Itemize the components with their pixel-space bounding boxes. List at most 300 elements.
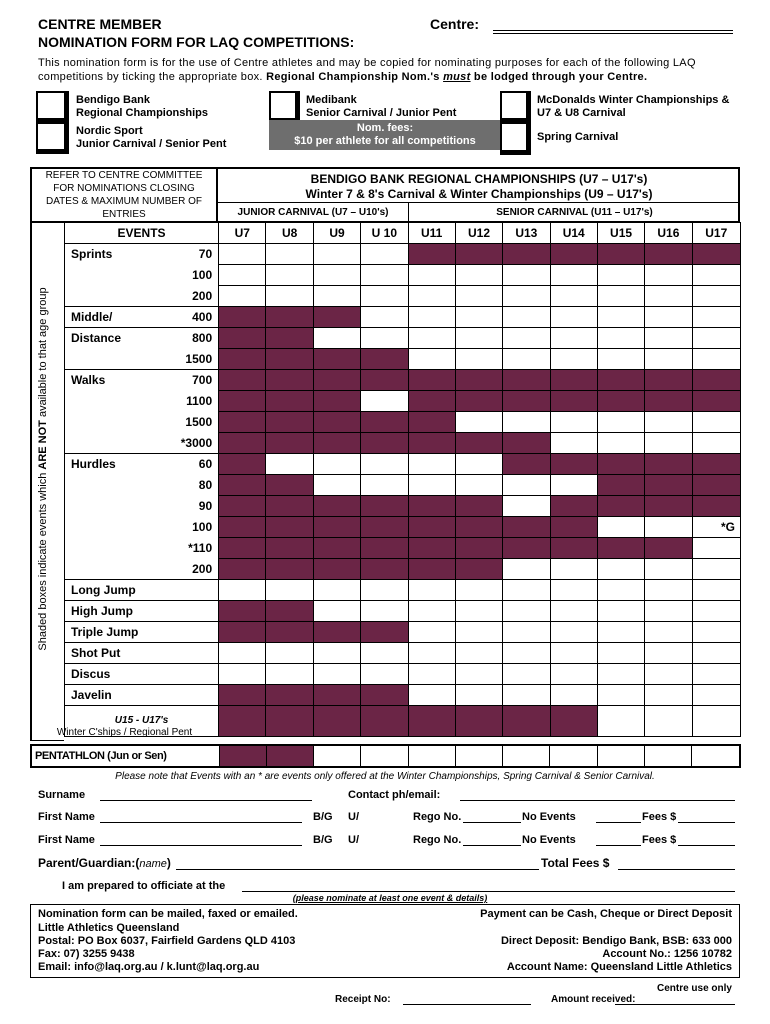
nomination-cell[interactable] bbox=[408, 622, 455, 643]
nomination-cell[interactable] bbox=[266, 265, 313, 286]
shaded-cell bbox=[266, 706, 313, 737]
event-label bbox=[65, 643, 219, 664]
age-header: U11 bbox=[408, 223, 455, 244]
nomination-cell[interactable] bbox=[455, 265, 502, 286]
receipt-label: Receipt No: bbox=[335, 994, 391, 1005]
event-label bbox=[65, 580, 219, 601]
nomination-cell[interactable] bbox=[597, 580, 644, 601]
nomination-cell[interactable] bbox=[645, 412, 692, 433]
shaded-cell bbox=[597, 244, 644, 265]
amount-input[interactable] bbox=[615, 1004, 735, 1005]
nomination-cell[interactable] bbox=[550, 580, 597, 601]
nomination-cell[interactable] bbox=[550, 265, 597, 286]
nomination-cell[interactable] bbox=[455, 580, 502, 601]
nomination-cell[interactable] bbox=[503, 349, 550, 370]
nomination-cell[interactable] bbox=[550, 412, 597, 433]
shaded-cell bbox=[266, 475, 313, 496]
nomination-cell[interactable] bbox=[503, 286, 550, 307]
nomination-cell[interactable] bbox=[455, 745, 502, 767]
nomination-cell[interactable] bbox=[692, 433, 740, 454]
nomination-cell[interactable]: *G bbox=[692, 517, 740, 538]
pentathlon-row bbox=[31, 745, 740, 767]
nomination-cell[interactable] bbox=[219, 265, 266, 286]
nomination-cell[interactable] bbox=[692, 685, 740, 706]
nomination-cell[interactable] bbox=[313, 475, 360, 496]
nomination-cell[interactable] bbox=[266, 664, 313, 685]
event-distance: 1100 bbox=[186, 393, 213, 408]
fees-input-1[interactable] bbox=[678, 822, 735, 823]
shaded-cell bbox=[361, 517, 408, 538]
table-row bbox=[65, 433, 741, 454]
event-distance: 400 bbox=[192, 310, 213, 324]
shaded-cell bbox=[645, 475, 692, 496]
nomination-cell[interactable] bbox=[645, 349, 692, 370]
event-distance: 60 bbox=[198, 457, 213, 471]
fees-label-2: Fees $ bbox=[642, 834, 677, 846]
shaded-cell bbox=[219, 370, 266, 391]
nomination-cell[interactable] bbox=[408, 601, 455, 622]
nomination-cell[interactable] bbox=[692, 559, 740, 580]
event-name: Discus bbox=[71, 667, 111, 681]
comp-regional-championships: Bendigo Bank Regional Championships bbox=[76, 94, 209, 119]
nomination-cell[interactable] bbox=[645, 517, 692, 538]
table-row bbox=[65, 370, 741, 391]
footer-payment: Payment can be Cash, Cheque or Direct Deposit bbox=[480, 908, 732, 920]
table-row bbox=[65, 328, 741, 349]
nomination-cell[interactable] bbox=[503, 664, 550, 685]
receipt-input[interactable] bbox=[403, 1004, 531, 1005]
nomination-cell[interactable] bbox=[503, 559, 550, 580]
nomination-cell[interactable] bbox=[550, 664, 597, 685]
nomination-cell[interactable] bbox=[408, 643, 455, 664]
event-label bbox=[65, 286, 219, 307]
event-name: High Jump bbox=[71, 604, 133, 618]
shaded-cell bbox=[361, 559, 408, 580]
pentathlon-grid bbox=[30, 744, 741, 768]
nomination-cell[interactable] bbox=[219, 286, 266, 307]
shaded-cell bbox=[408, 517, 455, 538]
nomination-cell[interactable] bbox=[266, 244, 313, 265]
centre-input[interactable] bbox=[493, 30, 733, 31]
nomination-cell[interactable] bbox=[645, 559, 692, 580]
shaded-cell bbox=[361, 412, 408, 433]
first-name-input-1[interactable] bbox=[100, 822, 302, 823]
shaded-cell bbox=[219, 328, 266, 349]
fees-label-1: Fees $ bbox=[642, 811, 677, 823]
shaded-cell bbox=[361, 349, 408, 370]
nomination-cell[interactable] bbox=[219, 244, 266, 265]
shaded-cell bbox=[266, 685, 313, 706]
shaded-cell bbox=[408, 370, 455, 391]
fees-banner: Nom. fees: $10 per athlete for all competitions bbox=[269, 120, 501, 150]
shaded-cell bbox=[266, 622, 313, 643]
nomination-cell[interactable] bbox=[455, 328, 502, 349]
centre-use-only: Centre use only bbox=[656, 983, 732, 994]
nomination-cell[interactable] bbox=[644, 745, 691, 767]
nomination-cell[interactable] bbox=[692, 286, 740, 307]
shaded-cell bbox=[361, 706, 408, 737]
event-name: Javelin bbox=[71, 688, 112, 702]
checkbox-senior-carnival[interactable] bbox=[269, 91, 300, 123]
shaded-cell bbox=[219, 745, 266, 767]
event-distance: 100 bbox=[192, 267, 213, 282]
nomination-cell[interactable] bbox=[361, 475, 408, 496]
nomination-cell[interactable] bbox=[692, 622, 740, 643]
table-row bbox=[65, 475, 741, 496]
age-header: U17 bbox=[692, 223, 740, 244]
shaded-cell bbox=[219, 349, 266, 370]
footer-account-no: Account No.: 1256 10782 bbox=[602, 948, 732, 960]
shaded-cell bbox=[313, 349, 360, 370]
shaded-cell bbox=[645, 370, 692, 391]
nomination-cell[interactable] bbox=[408, 685, 455, 706]
nomination-cell[interactable] bbox=[455, 643, 502, 664]
shaded-cell bbox=[550, 454, 597, 475]
nomination-cell[interactable] bbox=[219, 580, 266, 601]
nomination-cell[interactable] bbox=[550, 349, 597, 370]
shaded-cell bbox=[503, 538, 550, 559]
nomination-cell[interactable] bbox=[550, 559, 597, 580]
nomination-cell[interactable] bbox=[408, 265, 455, 286]
nomination-cell[interactable] bbox=[503, 496, 550, 517]
event-distance: 100 bbox=[192, 519, 213, 534]
nomination-cell[interactable] bbox=[503, 685, 550, 706]
nomination-cell[interactable] bbox=[597, 307, 644, 328]
nomination-cell[interactable] bbox=[645, 706, 692, 737]
shaded-cell bbox=[361, 370, 408, 391]
shaded-cell bbox=[313, 685, 360, 706]
nomination-cell[interactable] bbox=[266, 643, 313, 664]
event-distance: *110 bbox=[188, 540, 213, 555]
nomination-cell[interactable] bbox=[503, 328, 550, 349]
checkbox-regional-championships[interactable] bbox=[36, 91, 69, 123]
shaded-cell bbox=[692, 391, 740, 412]
nomination-cell[interactable] bbox=[455, 286, 502, 307]
nomination-cell[interactable] bbox=[408, 328, 455, 349]
nomination-cell[interactable] bbox=[692, 664, 740, 685]
officiate-input[interactable] bbox=[242, 891, 735, 892]
shaded-cell bbox=[266, 433, 313, 454]
checkbox-junior-carnival[interactable] bbox=[36, 122, 69, 154]
nomination-cell[interactable] bbox=[550, 601, 597, 622]
nomination-cell[interactable] bbox=[361, 328, 408, 349]
first-name-label-2: First Name bbox=[38, 834, 95, 846]
table-row bbox=[65, 580, 741, 601]
parent-label: Parent/Guardian:(name) bbox=[38, 856, 171, 870]
nomination-cell[interactable] bbox=[550, 328, 597, 349]
rego-input-2[interactable] bbox=[463, 845, 521, 846]
rego-label-1: Rego No. bbox=[413, 811, 462, 823]
age-header-row bbox=[65, 223, 741, 244]
nomination-cell[interactable] bbox=[313, 265, 360, 286]
nomination-cell[interactable] bbox=[645, 265, 692, 286]
nomination-cell[interactable] bbox=[455, 685, 502, 706]
bg-label-1[interactable]: B/G bbox=[313, 811, 333, 823]
nomination-cell[interactable] bbox=[503, 307, 550, 328]
senior-carnival-label: SENIOR CARNIVAL (U11 – U17's) bbox=[496, 207, 653, 218]
nomination-cell[interactable] bbox=[408, 475, 455, 496]
u-label-1[interactable]: U/ bbox=[348, 811, 359, 823]
nomination-cell[interactable] bbox=[361, 664, 408, 685]
shaded-cell bbox=[266, 349, 313, 370]
shaded-cell bbox=[692, 475, 740, 496]
nomination-cell[interactable] bbox=[645, 580, 692, 601]
nomination-cell[interactable] bbox=[645, 601, 692, 622]
shaded-cell bbox=[455, 244, 502, 265]
shaded-cell bbox=[219, 454, 266, 475]
total-fees-input[interactable] bbox=[618, 869, 735, 870]
shaded-cell bbox=[503, 517, 550, 538]
contact-input[interactable] bbox=[460, 800, 735, 801]
nomination-cell[interactable] bbox=[692, 307, 740, 328]
nomination-cell[interactable] bbox=[597, 706, 644, 737]
nomination-cell[interactable] bbox=[361, 454, 408, 475]
checkbox-winter-championships[interactable] bbox=[500, 91, 531, 123]
nomination-cell[interactable] bbox=[361, 643, 408, 664]
nomination-cell[interactable] bbox=[313, 580, 360, 601]
shaded-cell bbox=[313, 391, 360, 412]
nomination-cell[interactable] bbox=[313, 244, 360, 265]
nomination-cell[interactable] bbox=[313, 601, 360, 622]
nomination-cell[interactable] bbox=[597, 412, 644, 433]
nomination-cell[interactable] bbox=[455, 622, 502, 643]
event-name: Middle/ bbox=[71, 310, 113, 324]
bg-label-2[interactable]: B/G bbox=[313, 834, 333, 846]
shaded-cell bbox=[266, 517, 313, 538]
age-header: U12 bbox=[455, 223, 502, 244]
event-name bbox=[65, 541, 71, 555]
nomination-cell[interactable] bbox=[550, 433, 597, 454]
nomination-cell[interactable] bbox=[597, 643, 644, 664]
event-name bbox=[65, 289, 71, 303]
surname-input[interactable] bbox=[100, 800, 312, 801]
nomination-cell[interactable] bbox=[550, 286, 597, 307]
footer-fax: Fax: 07) 3255 9438 bbox=[38, 948, 135, 960]
nomination-cell[interactable] bbox=[314, 745, 361, 767]
nomination-cell[interactable] bbox=[550, 622, 597, 643]
event-label bbox=[65, 433, 219, 454]
nomination-cell[interactable] bbox=[645, 622, 692, 643]
nomination-cell[interactable] bbox=[313, 328, 360, 349]
table-row bbox=[65, 412, 741, 433]
nomination-cell[interactable] bbox=[597, 433, 644, 454]
shaded-cell bbox=[408, 706, 455, 737]
nomination-cell[interactable] bbox=[645, 664, 692, 685]
footer-postal: Postal: PO Box 6037, Fairfield Gardens QLD 4103 bbox=[38, 935, 296, 947]
nomination-cell[interactable] bbox=[597, 265, 644, 286]
nomination-cell[interactable] bbox=[692, 265, 740, 286]
shaded-cell bbox=[219, 496, 266, 517]
nomination-cell[interactable] bbox=[455, 601, 502, 622]
nomination-cell[interactable] bbox=[597, 328, 644, 349]
intro-line-1: This nomination form is for the use of Centre athletes and may be copied for nominating purposes for each of the following LAQ bbox=[38, 57, 696, 69]
footer-account-name: Account Name: Queensland Little Athletics bbox=[506, 961, 732, 973]
nomination-cell[interactable] bbox=[408, 745, 455, 767]
event-distance: 1500 bbox=[185, 414, 213, 429]
shaded-cell bbox=[219, 517, 266, 538]
title-line-1: CENTRE MEMBER bbox=[38, 16, 162, 32]
nomination-cell[interactable] bbox=[408, 349, 455, 370]
nomination-cell[interactable] bbox=[408, 580, 455, 601]
nomination-cell[interactable] bbox=[361, 601, 408, 622]
nomination-cell[interactable] bbox=[361, 745, 408, 767]
shaded-cell bbox=[597, 370, 644, 391]
shaded-cell bbox=[550, 244, 597, 265]
event-label bbox=[65, 391, 219, 412]
first-name-input-2[interactable] bbox=[100, 845, 302, 846]
nomination-cell[interactable] bbox=[313, 643, 360, 664]
nomination-cell[interactable] bbox=[455, 475, 502, 496]
nomination-cell[interactable] bbox=[503, 745, 550, 767]
shaded-cell bbox=[361, 685, 408, 706]
shaded-cell bbox=[550, 370, 597, 391]
nomination-cell[interactable] bbox=[597, 685, 644, 706]
nomination-cell[interactable] bbox=[408, 454, 455, 475]
footer-org: Little Athletics Queensland bbox=[38, 922, 180, 934]
nomination-cell[interactable] bbox=[455, 664, 502, 685]
nomination-cell[interactable] bbox=[408, 307, 455, 328]
nomination-cell[interactable] bbox=[550, 745, 597, 767]
checkbox-spring-carnival[interactable] bbox=[500, 122, 531, 155]
nomination-cell[interactable] bbox=[597, 745, 644, 767]
nomination-cell[interactable] bbox=[597, 664, 644, 685]
nomination-cell[interactable] bbox=[361, 391, 408, 412]
nomination-cell[interactable] bbox=[503, 643, 550, 664]
nomination-cell[interactable] bbox=[361, 580, 408, 601]
u15-row bbox=[65, 706, 741, 737]
shaded-cell bbox=[597, 496, 644, 517]
nomination-cell[interactable] bbox=[645, 286, 692, 307]
age-header: U16 bbox=[645, 223, 692, 244]
age-header: U15 bbox=[597, 223, 644, 244]
nomination-cell[interactable] bbox=[645, 643, 692, 664]
nomination-cell[interactable] bbox=[361, 286, 408, 307]
shaded-cell bbox=[597, 391, 644, 412]
nomination-cell[interactable] bbox=[266, 454, 313, 475]
nomination-cell[interactable] bbox=[503, 580, 550, 601]
shaded-cell bbox=[550, 517, 597, 538]
nomination-cell[interactable] bbox=[645, 433, 692, 454]
nomination-cell[interactable] bbox=[408, 664, 455, 685]
shaded-cell bbox=[503, 706, 550, 737]
nomination-cell[interactable] bbox=[597, 559, 644, 580]
event-name: Long Jump bbox=[71, 583, 136, 597]
nomination-cell[interactable] bbox=[692, 643, 740, 664]
nomination-cell[interactable] bbox=[455, 307, 502, 328]
nomination-cell[interactable] bbox=[692, 745, 740, 767]
u-label-2[interactable]: U/ bbox=[348, 834, 359, 846]
nomination-cell[interactable] bbox=[266, 580, 313, 601]
nomination-cell[interactable] bbox=[503, 475, 550, 496]
nomination-cell[interactable] bbox=[219, 664, 266, 685]
age-header: U14 bbox=[550, 223, 597, 244]
no-events-input-1[interactable] bbox=[596, 822, 641, 823]
nomination-cell[interactable] bbox=[455, 349, 502, 370]
shaded-cell bbox=[503, 244, 550, 265]
nomination-cell[interactable] bbox=[692, 538, 740, 559]
event-name bbox=[65, 499, 71, 513]
shaded-cell bbox=[503, 433, 550, 454]
nomination-cell[interactable] bbox=[455, 412, 502, 433]
nomination-cell[interactable] bbox=[503, 412, 550, 433]
nomination-cell[interactable] bbox=[692, 328, 740, 349]
nomination-cell[interactable] bbox=[597, 601, 644, 622]
contact-label: Contact ph/email: bbox=[348, 789, 441, 801]
title-line-2: NOMINATION FORM FOR LAQ COMPETITIONS: bbox=[38, 34, 355, 50]
nomination-cell[interactable] bbox=[597, 622, 644, 643]
shaded-cell bbox=[266, 307, 313, 328]
nomination-cell[interactable] bbox=[645, 685, 692, 706]
shaded-cell bbox=[408, 559, 455, 580]
nomination-cell[interactable] bbox=[550, 643, 597, 664]
nomination-cell[interactable] bbox=[550, 685, 597, 706]
centre-label: Centre: bbox=[430, 16, 480, 32]
nomination-cell[interactable] bbox=[313, 664, 360, 685]
nomination-cell[interactable] bbox=[361, 307, 408, 328]
shaded-cell bbox=[408, 538, 455, 559]
nomination-cell[interactable] bbox=[503, 265, 550, 286]
nomination-cell[interactable] bbox=[219, 643, 266, 664]
shaded-cell bbox=[692, 244, 740, 265]
nomination-cell[interactable] bbox=[361, 244, 408, 265]
nomination-cell[interactable] bbox=[597, 286, 644, 307]
nomination-cell[interactable] bbox=[503, 601, 550, 622]
event-label bbox=[65, 496, 219, 517]
nomination-cell[interactable] bbox=[266, 286, 313, 307]
nomination-cell[interactable] bbox=[597, 349, 644, 370]
event-name: Sprints bbox=[71, 247, 113, 262]
nomination-cell[interactable] bbox=[692, 601, 740, 622]
nomination-cell[interactable] bbox=[692, 349, 740, 370]
shaded-cell bbox=[692, 454, 740, 475]
nomination-cell[interactable] bbox=[692, 706, 740, 737]
nomination-cell[interactable] bbox=[597, 517, 644, 538]
event-distance: 80 bbox=[198, 477, 213, 492]
event-label bbox=[65, 349, 219, 370]
nomination-cell[interactable] bbox=[408, 286, 455, 307]
table-row bbox=[65, 454, 741, 475]
rego-input-1[interactable] bbox=[463, 822, 521, 823]
shaded-cell bbox=[455, 391, 502, 412]
shaded-cell bbox=[361, 538, 408, 559]
champ-title-2: Winter 7 & 8's Carnival & Winter Championships (U9 – U17's) bbox=[305, 187, 653, 201]
shaded-cell bbox=[219, 706, 266, 737]
parent-input[interactable] bbox=[176, 869, 539, 870]
u15-line-1: U15 - U17's bbox=[114, 715, 169, 726]
nomination-cell[interactable] bbox=[455, 454, 502, 475]
nomination-cell[interactable] bbox=[692, 412, 740, 433]
nomination-cell[interactable] bbox=[645, 328, 692, 349]
shaded-cell bbox=[219, 559, 266, 580]
shaded-cell bbox=[266, 496, 313, 517]
table-row bbox=[65, 496, 741, 517]
fees-input-2[interactable] bbox=[678, 845, 735, 846]
age-header: U 10 bbox=[361, 223, 408, 244]
nomination-cell[interactable] bbox=[645, 307, 692, 328]
nomination-cell[interactable] bbox=[361, 265, 408, 286]
nomination-cell[interactable] bbox=[313, 454, 360, 475]
shaded-cell bbox=[219, 412, 266, 433]
nomination-cell[interactable] bbox=[313, 286, 360, 307]
nomination-cell[interactable] bbox=[692, 580, 740, 601]
nomination-cell[interactable] bbox=[550, 475, 597, 496]
nomination-cell[interactable] bbox=[550, 307, 597, 328]
total-fees-label: Total Fees $ bbox=[541, 856, 610, 870]
shaded-cell bbox=[219, 601, 266, 622]
nomination-cell[interactable] bbox=[503, 622, 550, 643]
no-events-input-2[interactable] bbox=[596, 845, 641, 846]
event-label bbox=[65, 559, 219, 580]
